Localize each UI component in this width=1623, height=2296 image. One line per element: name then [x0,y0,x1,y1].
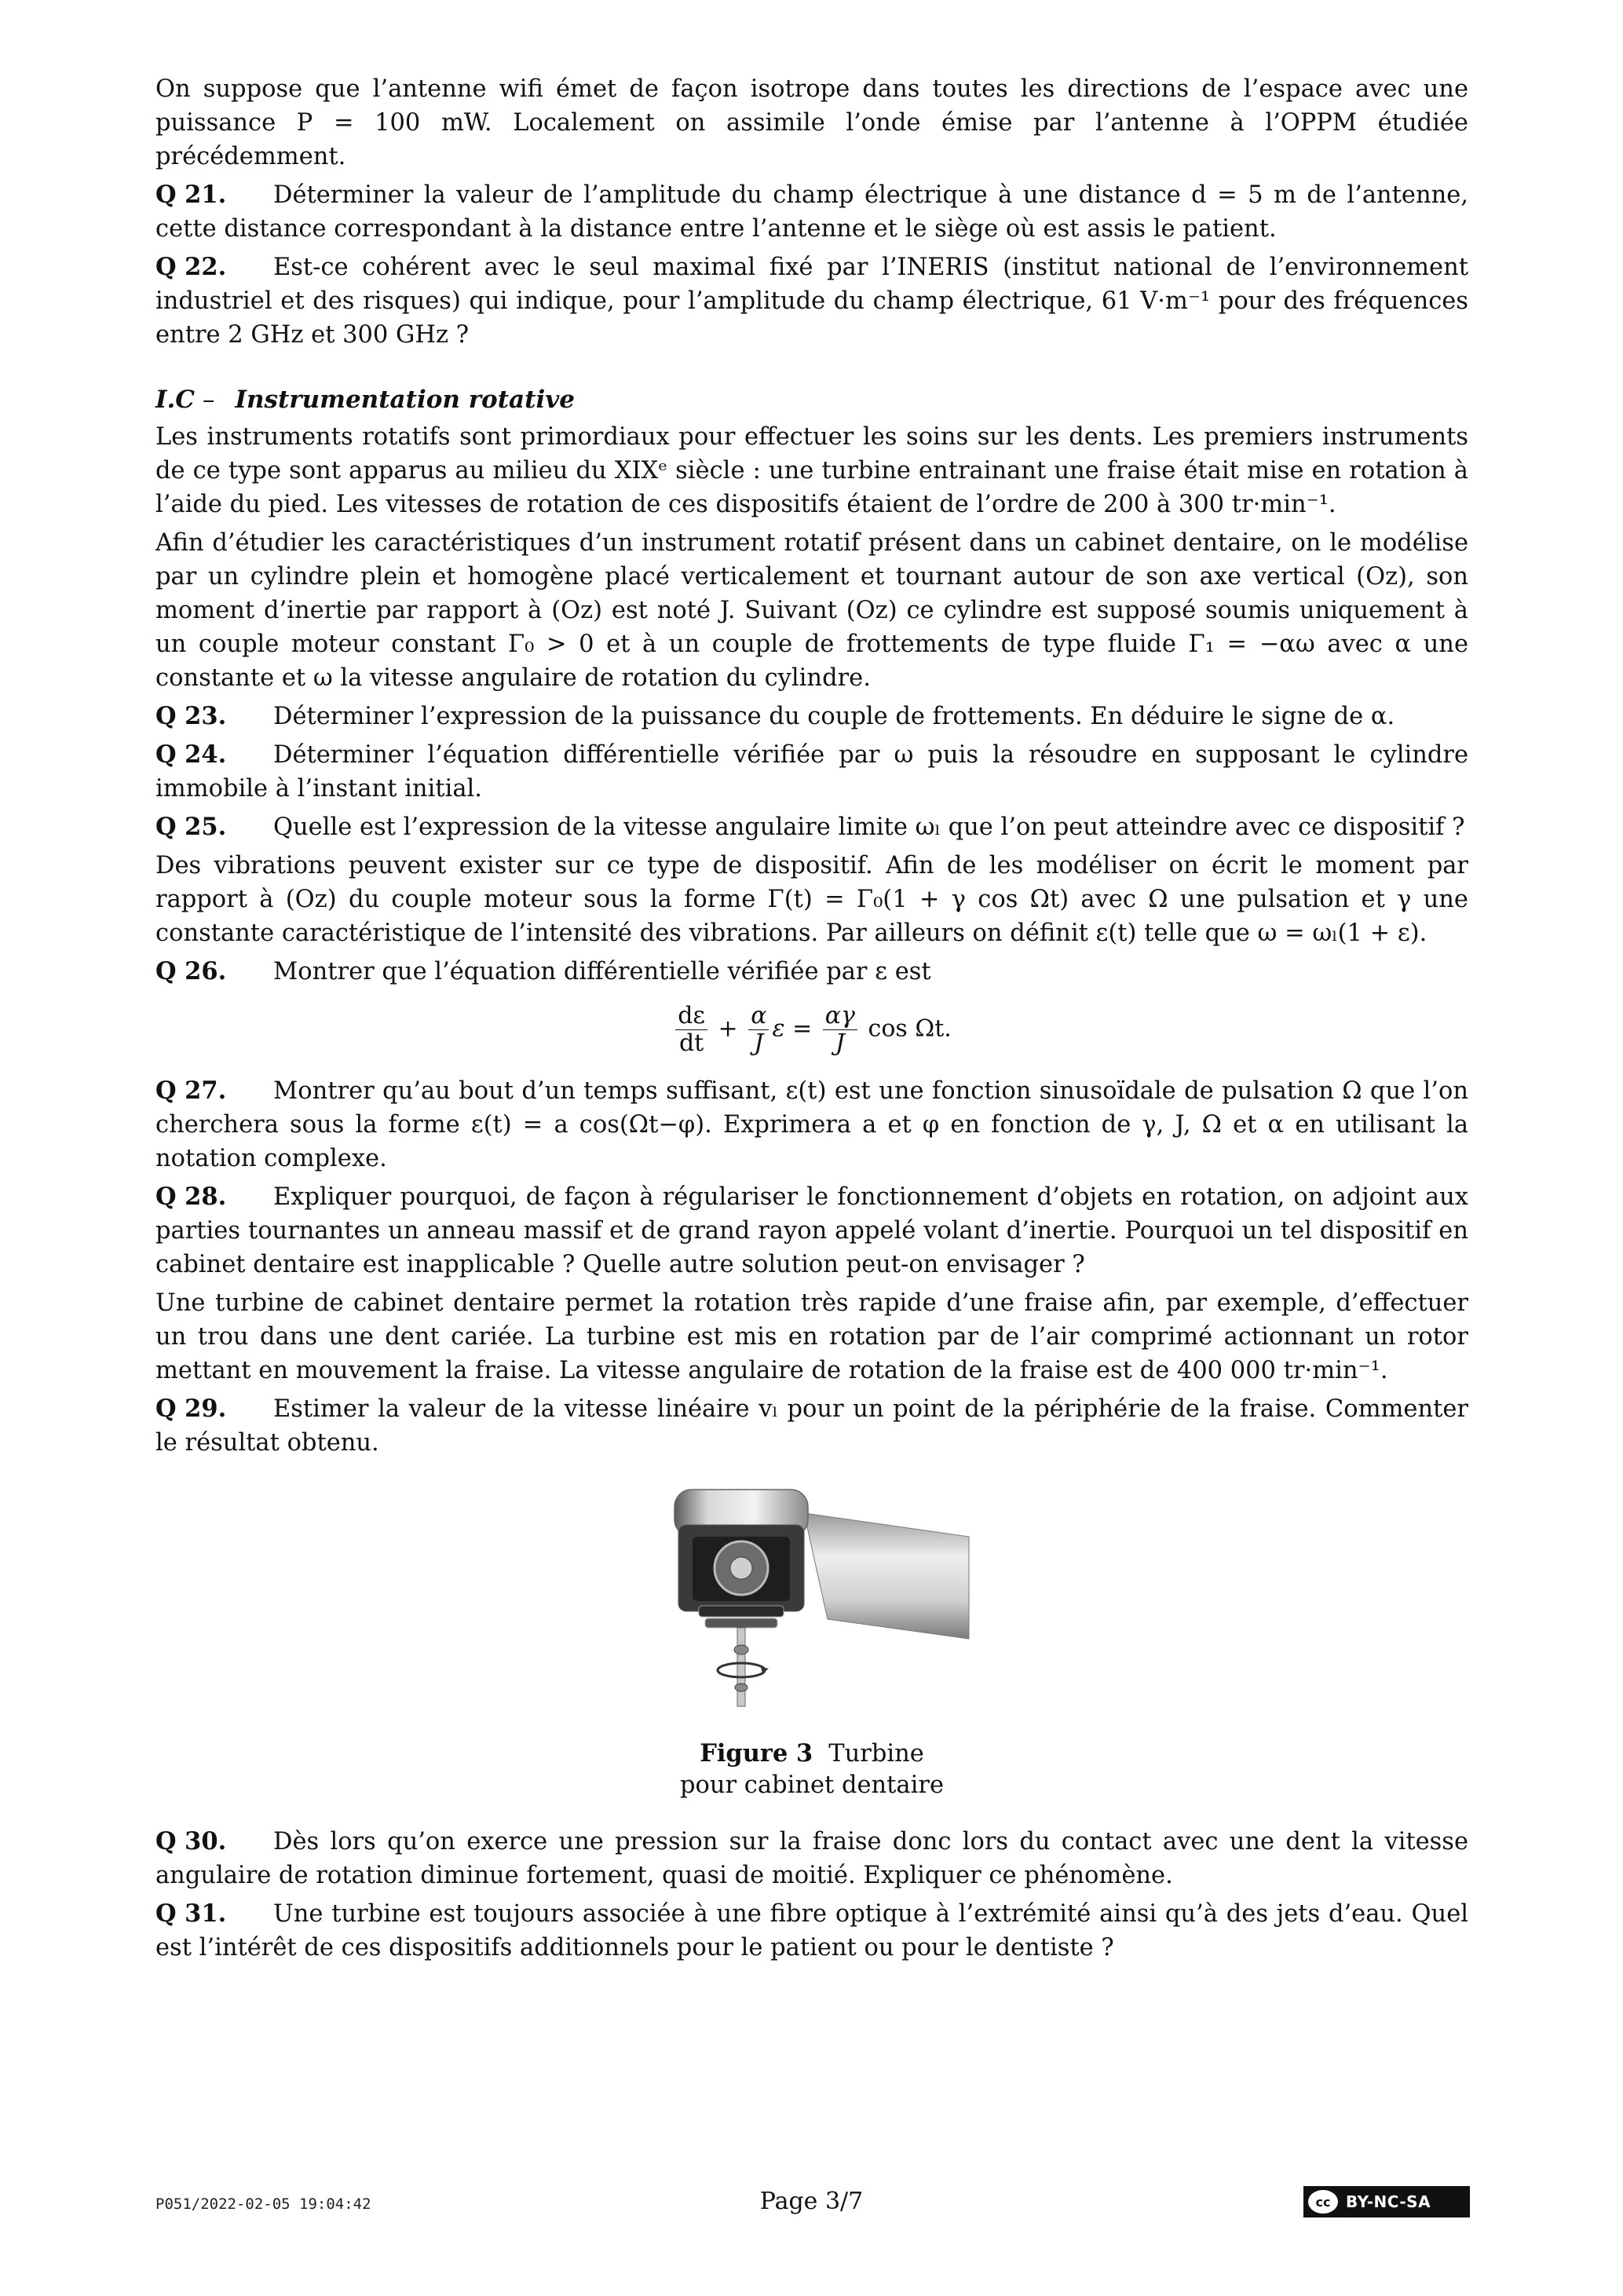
question-text: Est-ce cohérent avec le seul maximal fixé par l’INERIS (institut national de l’environnement industriel et des risques) qui indique, pour l’amplitude du champ électrique, 61 V·m⁻¹ pour des fréquences entre 2 GHz et 300 GHz ? [155,254,1468,349]
question-text: Estimer la valeur de la vitesse linéaire vₗ pour un point de la périphérie de la fraise. Commenter le résultat obtenu. [155,1395,1468,1457]
paragraph-model: Afin d’étudier les caractéristiques d’un instrument rotatif présent dans un cabinet dentaire, on le modélise par un cylindre plein et homogène placé verticalement et tournant autour de son axe vertical (Oz), son moment d’inertie par rapport à (Oz) est noté J. Suivant (Oz) ce cylindre est supposé soumis uniquement à un couple moteur constant Γ₀ > 0 et à un couple de frottements de type fluide Γ₁ = −αω avec α une constante et ω la vitesse angulaire de rotation du cylindre. [155,529,1468,692]
question-text: Déterminer la valeur de l’amplitude du champ électrique à une distance d = 5 m de l’antenne, cette distance correspondant à la distance entre l’antenne et le siège où est assis le patient. [155,181,1468,243]
question-number: Q 29. [155,1395,227,1423]
question-29 [155,1392,1468,1460]
question-number: Q 23. [155,702,227,730]
fraction-denominator: dt [678,1029,704,1057]
figure-3 [155,1482,1468,1801]
question-number: Q 30. [155,1827,227,1855]
section-heading [155,383,1468,417]
fraction-alpha-j [748,1003,769,1057]
page-number: Page 3/7 [759,2188,864,2215]
question-31 [155,1897,1468,1965]
question-27 [155,1074,1468,1175]
fraction-numerator: αγ [823,1003,857,1030]
figure-caption-line2: pour cabinet dentaire [679,1771,945,1799]
turbine-illustration [647,1482,977,1717]
figure-caption [155,1738,1468,1801]
question-number: Q 21. [155,181,227,209]
question-text: Une turbine est toujours associée à une fibre optique à l’extrémité ainsi qu’à des jets d’eau. Quel est l’intérêt de ces dispositifs additionnels pour le patient ou pour le dentiste ? [155,1900,1468,1961]
question-number: Q 26. [155,957,227,985]
paragraph-history: Les instruments rotatifs sont primordiaux pour effectuer les soins sur les dents. Les premiers instruments de ce type sont apparus au milieu du XIXᵉ siècle : une turbine entrainant une fraise était mise en rotation à l’aide du pied. Les vitesses de rotation de ces dispositifs étaient de l’ordre de 200 à 300 tr·min⁻¹. [155,423,1468,518]
section-dash: – [202,386,215,414]
cc-icon: cc [1308,2190,1338,2214]
question-number: Q 25. [155,813,227,841]
question-number: Q 24. [155,740,227,769]
figure-caption-line1: Turbine [828,1740,924,1768]
question-30 [155,1825,1468,1892]
license-text: BY-NC-SA [1346,2192,1431,2211]
document-id: P051/2022-02-05 19:04:42 [155,2195,371,2213]
paragraph-turbine: Une turbine de cabinet dentaire permet la rotation très rapide d’une fraise afin, par exemple, d’effectuer un trou dans une dent cariée. La turbine est mis en rotation par de l’air comprimé actionnant un rotor mettant en mouvement la fraise. La vitesse angulaire de rotation de la fraise est de 400 000 tr·min⁻¹. [155,1289,1468,1384]
intro-paragraph: On suppose que l’antenne wifi émet de façon isotrope dans toutes les directions de l’espace avec une puissance P = 100 mW. Localement on assimile l’onde émise par l’antenne à l’OPPM étudiée précédemment. [155,75,1468,170]
question-21 [155,178,1468,246]
fraction-numerator: α [748,1003,769,1030]
differential-equation [155,1003,1468,1057]
question-22 [155,250,1468,352]
question-28 [155,1180,1468,1281]
equation-plus: + [718,1015,738,1043]
fraction-denominator: J [754,1029,764,1057]
question-text: Quelle est l’expression de la vitesse angulaire limite ωₗ que l’on peut atteindre avec ce dispositif ? [273,813,1465,841]
page-body [155,72,1468,1969]
section-number: I.C [155,386,195,414]
question-23 [155,700,1468,733]
question-26 [155,955,1468,989]
fraction-denominator: J [835,1029,845,1057]
equation-middle: ε = [772,1015,813,1043]
fraction-deps-dt [675,1003,707,1057]
question-text: Montrer que l’équation différentielle vérifiée par ε est [273,958,931,985]
question-text: Expliquer pourquoi, de façon à régulariser le fonctionnement d’objets en rotation, on adjoint aux parties tournantes un anneau massif et de grand rayon appelé volant d’inertie. Pourquoi un tel dispositif en cabinet dentaire est inapplicable ? Quelle autre solution peut-on envisager ? [155,1183,1468,1278]
license-badge [1303,2186,1470,2217]
question-number: Q 22. [155,253,227,281]
question-25 [155,810,1468,844]
question-text: Déterminer l’expression de la puissance du couple de frottements. En déduire le signe de α. [273,703,1395,730]
question-number: Q 27. [155,1077,227,1105]
section-title: Instrumentation rotative [235,386,575,414]
question-number: Q 31. [155,1899,227,1928]
fraction-numerator: dε [675,1003,707,1030]
question-number: Q 28. [155,1183,227,1211]
figure-label: Figure 3 [700,1739,813,1768]
fraction-alphagamma-j [823,1003,857,1057]
question-text: Déterminer l’équation différentielle vérifiée par ω puis la résoudre en supposant le cylindre immobile à l’instant initial. [155,741,1468,803]
paragraph-vibrations: Des vibrations peuvent exister sur ce type de dispositif. Afin de les modéliser on écrit le moment par rapport à (Oz) du couple moteur sous la forme Γ(t) = Γ₀(1 + γ cos Ωt) avec Ω une pulsation et γ une constante caractéristique de l’intensité des vibrations. Par ailleurs on définit ε(t) telle que ω = ωₗ(1 + ε). [155,852,1468,947]
equation-tail: cos Ωt. [868,1015,952,1043]
question-text: Montrer qu’au bout d’un temps suffisant, ε(t) est une fonction sinusoïdale de pulsation Ω que l’on cherchera sous la forme ε(t) = a cos(Ωt−φ). Exprimera a et φ en fonction de γ, J, Ω et α en utilisant la notation complexe. [155,1077,1468,1172]
question-text: Dès lors qu’on exerce une pression sur la fraise donc lors du contact avec une dent la vitesse angulaire de rotation diminue fortement, quasi de moitié. Expliquer ce phénomène. [155,1828,1468,1889]
question-24 [155,738,1468,806]
